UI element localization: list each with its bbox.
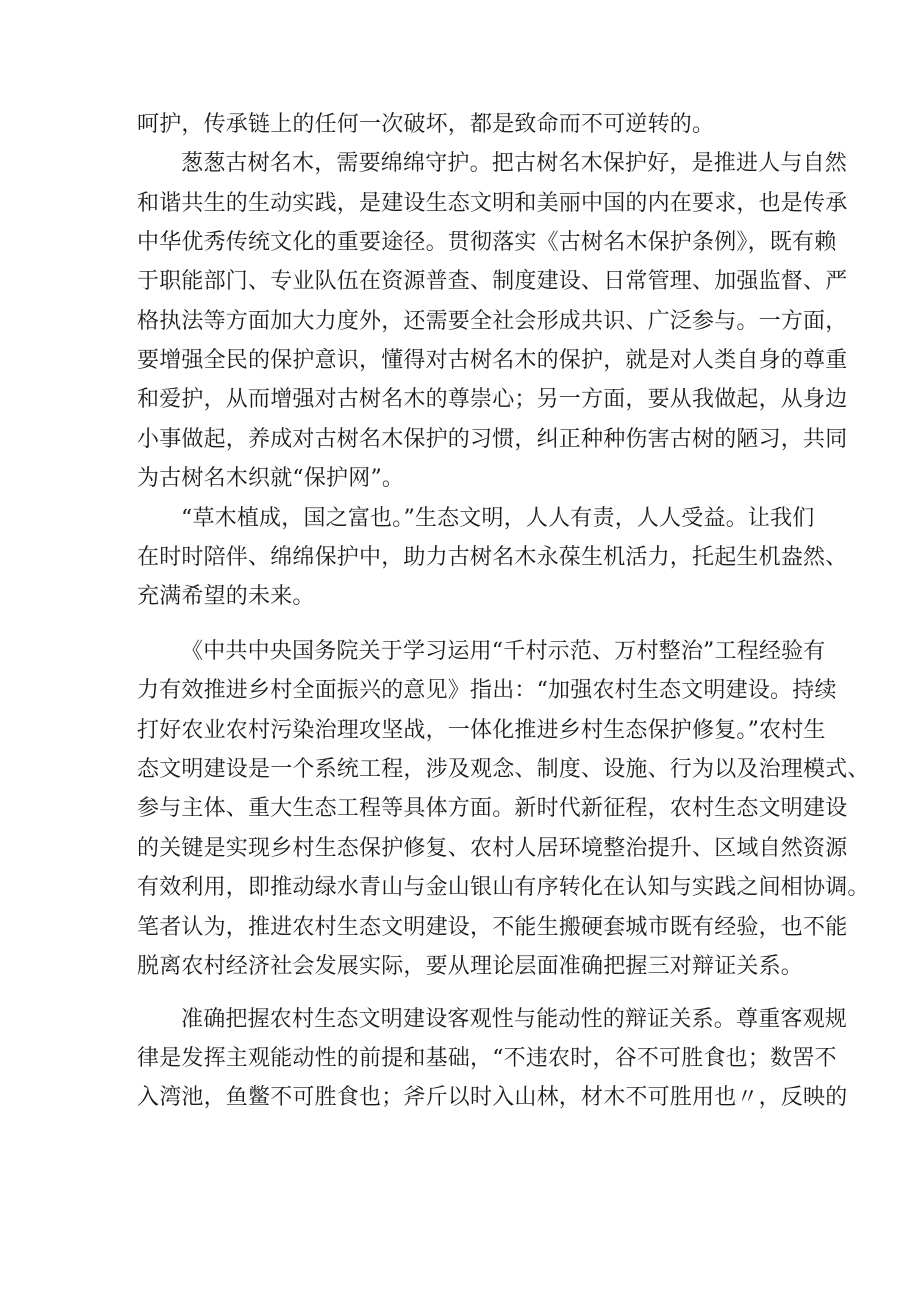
text-line: 小事做起，养成对古树名木保护的习惯，纠正种种伤害古树的陋习，共同	[137, 427, 848, 452]
text-line: 入湾池，鱼鳖不可胜食也；斧斤以时入山林，材木不可胜用也〃，反映的	[137, 1085, 848, 1110]
text-line: 充满希望的未来。	[137, 584, 315, 609]
text-line: 呵护，传承链上的任何一次破坏，都是致命而不可逆转的。	[137, 112, 715, 137]
text-line: 中华优秀传统文化的重要途径。贯彻落实《古树名木保护条例》，既有赖	[137, 230, 837, 255]
text-line: 在时时陪伴、绵绵保护中，助力古树名木永葆生机活力，托起生机盎然、	[137, 545, 848, 570]
text-line: 力有效推进乡村全面振兴的意见》指出：“加强农村生态文明建设。持续	[137, 678, 837, 703]
text-line: 格执法等方面加大力度外，还需要全社会形成共识、广泛参与。一方面，	[137, 309, 848, 334]
text-line: 笔者认为，推进农村生态文明建设，不能生搬硬套城市既有经验，也不能	[137, 915, 848, 940]
paragraph-start-line: 准确把握农村生态文明建设客观性与能动性的辩证关系。尊重客观规	[181, 1007, 848, 1032]
text-line: 于职能部门、专业队伍在资源普查、制度建设、日常管理、加强监督、严	[137, 269, 848, 294]
paragraph-start-line: 葱葱古树名木，需要绵绵守护。把古树名木保护好，是推进人与自然	[181, 151, 848, 176]
text-line: 参与主体、重大生态工程等具体方面。新时代新征程，农村生态文明建设	[137, 796, 848, 821]
paragraph-start-line: “草木植成，国之富也。”生态文明，人人有责，人人受益。让我们	[181, 506, 815, 531]
text-line: 有效利用，即推动绿水青山与金山银山有序转化在认知与实践之间相协调。	[137, 875, 870, 900]
paragraph-start-line: 《中共中央国务院关于学习运用“千村示范、万村整治”工程经验有	[181, 639, 826, 664]
text-line: 打好农业农村污染治理攻坚战，一体化推进乡村生态保护修复。”农村生	[137, 718, 826, 743]
text-line: 的关键是实现乡村生态保护修复、农村人居环境整治提升、区域自然资源	[137, 836, 848, 861]
text-line: 律是发挥主观能动性的前提和基础，“不违农时，谷不可胜食也；数罟不	[137, 1046, 837, 1071]
text-line: 和谐共生的生动实践，是建设生态文明和美丽中国的内在要求，也是传承	[137, 191, 848, 216]
text-line: 为古树名木织就“保护网”。	[137, 466, 405, 491]
text-line: 和爱护，从而增强对古树名木的尊崇心；另一方面，要从我做起，从身边	[137, 387, 848, 412]
text-line: 脱离农村经济社会发展实际，要从理论层面准确把握三对辩证关系。	[137, 954, 804, 979]
text-line: 态文明建设是一个系统工程，涉及观念、制度、设施、行为以及治理模式、	[137, 757, 870, 782]
text-line: 要增强全民的保护意识，懂得对古树名木的保护，就是对人类自身的尊重	[137, 348, 848, 373]
